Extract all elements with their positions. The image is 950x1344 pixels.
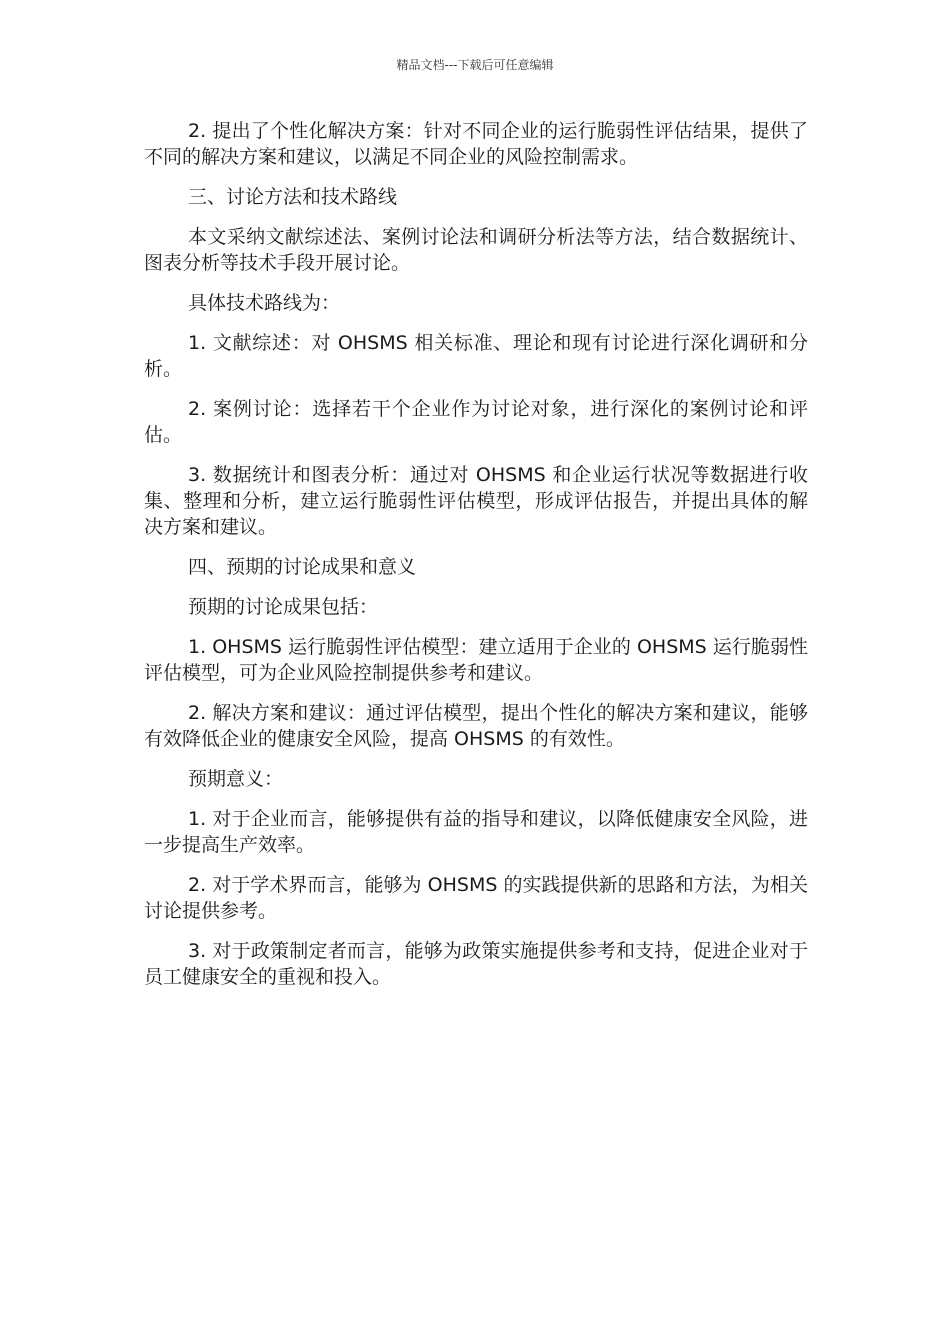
section-heading-methods: 三、讨论方法和技术路线 <box>188 186 398 208</box>
paragraph-outcome-1: 1. OHSMS 运行脆弱性评估模型：建立适用于企业的 OHSMS 运行脆弱性评估模型，可为企业风险控制提供参考和建议。 <box>144 636 808 684</box>
paragraph-route-2: 2. 案例讨论：选择若干个企业作为讨论对象，进行深化的案例讨论和评估。 <box>144 398 808 446</box>
paragraph-significance-intro: 预期意义： <box>188 768 284 790</box>
page-header: 精品文档---下载后可任意编辑 <box>396 58 554 72</box>
paragraph-significance-1: 1. 对于企业而言，能够提供有益的指导和建议，以降低健康安全风险，进一步提高生产效率。 <box>144 808 808 856</box>
paragraph-route-1: 1. 文献综述：对 OHSMS 相关标准、理论和现有讨论进行深化调研和分析。 <box>144 332 808 380</box>
paragraph-route-intro: 具体技术路线为： <box>188 292 341 314</box>
paragraph-outcomes-intro: 预期的讨论成果包括： <box>188 596 379 618</box>
document-body <box>144 118 808 1004</box>
paragraph-outcome-2: 2. 解决方案和建议：通过评估模型，提出个性化的解决方案和建议，能够有效降低企业的健康安全风险，提高 OHSMS 的有效性。 <box>144 702 808 750</box>
paragraph-route-3: 3. 数据统计和图表分析：通过对 OHSMS 和企业运行状况等数据进行收集、整理和分析，建立运行脆弱性评估模型，形成评估报告，并提出具体的解决方案和建议。 <box>144 464 808 538</box>
paragraph-solutions: 2. 提出了个性化解决方案：针对不同企业的运行脆弱性评估结果，提供了不同的解决方案和建议，以满足不同企业的风险控制需求。 <box>144 120 808 168</box>
section-heading-outcomes: 四、预期的讨论成果和意义 <box>188 556 417 578</box>
paragraph-significance-3: 3. 对于政策制定者而言，能够为政策实施提供参考和支持，促进企业对于员工健康安全的重视和投入。 <box>144 940 808 988</box>
paragraph-methods: 本文采纳文献综述法、案例讨论法和调研分析法等方法，结合数据统计、图表分析等技术手段开展讨论。 <box>144 226 808 274</box>
paragraph-significance-2: 2. 对于学术界而言，能够为 OHSMS 的实践提供新的思路和方法，为相关讨论提供参考。 <box>144 874 808 922</box>
